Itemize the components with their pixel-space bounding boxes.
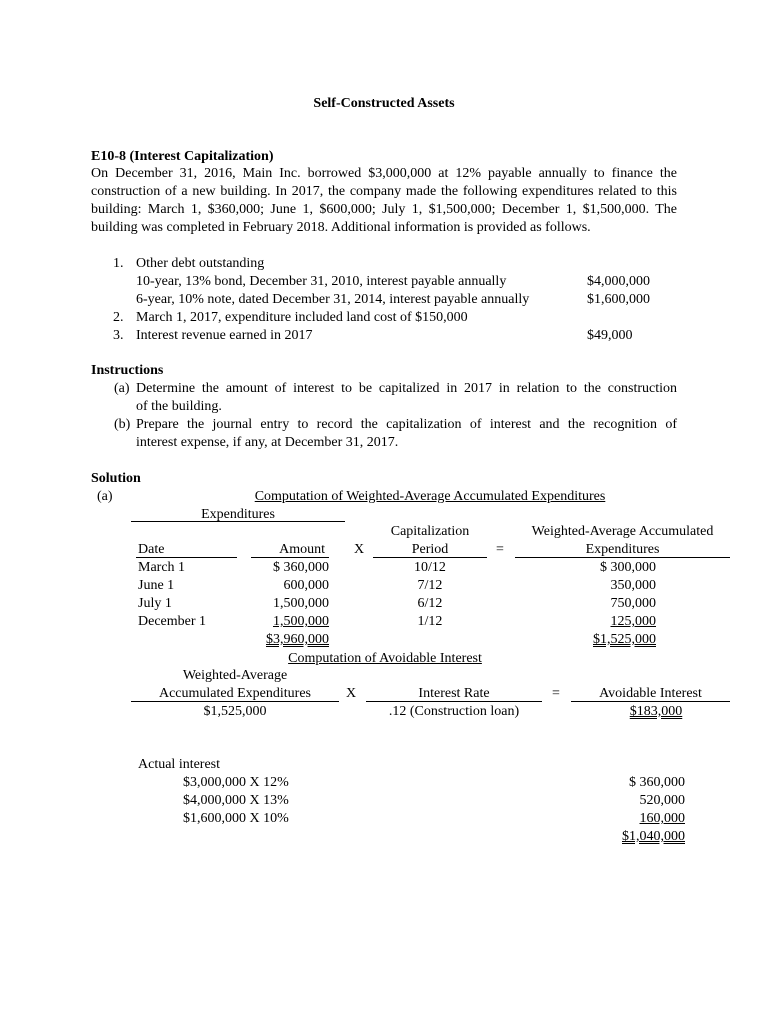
row-amount: 600,000 xyxy=(283,578,329,593)
actual-heading: Actual interest xyxy=(138,757,221,772)
debt-amount: $1,600,000 xyxy=(587,292,650,307)
cap-period-header: Capitalization xyxy=(390,524,470,539)
amount-header: Amount xyxy=(279,542,325,557)
wa-header: Weighted-Average Accumulated xyxy=(531,524,714,539)
expenditures-rule xyxy=(131,521,345,522)
avoidable-title: Computation of Avoidable Interest xyxy=(288,651,482,666)
row-period: 1/12 xyxy=(417,614,443,629)
avoidable-rule-1 xyxy=(131,701,339,702)
period-rule xyxy=(373,557,487,558)
row-period: 10/12 xyxy=(414,560,446,575)
row-period: 7/12 xyxy=(417,578,443,593)
item-text: Interest revenue earned in 2017 xyxy=(136,328,313,343)
actual-calc: $4,000,000 X 13% xyxy=(183,793,289,808)
item-number: 3. xyxy=(113,328,124,343)
multiply-sign: X xyxy=(346,686,357,701)
actual-calc: $3,000,000 X 12% xyxy=(183,775,289,790)
actual-amount: $ 360,000 xyxy=(629,775,685,790)
exercise-heading: E10-8 (Interest Capitalization) xyxy=(91,149,274,164)
row-amount: 1,500,000 xyxy=(273,614,329,629)
avoidable-interest-header: Avoidable Interest xyxy=(599,686,702,701)
actual-calc: $1,600,000 X 10% xyxy=(183,811,289,826)
avoidable-rule-3 xyxy=(571,701,730,702)
exercise-paragraph: On December 31, 2016, Main Inc. borrowed $3,000,000 at 12% payable annually to finance the construction of a new building. In 2017, the company made the following expenditures related to this building: March 1, $360,000; June 1, $600,000; July 1, $1,500,000; December 1, $1,500,000. The building was completed in February 2018. Additional information is provided as follows. xyxy=(91,166,677,235)
instruction-label: (a) xyxy=(114,381,130,396)
row-amount: 1,500,000 xyxy=(273,596,329,611)
wa-table-title: Computation of Weighted-Average Accumulated Expenditures xyxy=(254,489,606,504)
interest-rate-header: Interest Rate xyxy=(418,686,490,701)
row-amount: $ 360,000 xyxy=(273,560,329,575)
row-wa: $ 300,000 xyxy=(600,560,656,575)
solution-part-label: (a) xyxy=(97,489,113,504)
debt-text: 10-year, 13% bond, December 31, 2010, interest payable annually xyxy=(136,274,507,289)
row-wa: 125,000 xyxy=(610,614,656,629)
amount-rule xyxy=(251,557,329,558)
instruction-text-cont: interest expense, if any, at December 31, 2017. xyxy=(136,435,399,450)
avoidable-h1-line2: Accumulated Expenditures xyxy=(158,686,311,701)
item-number: 1. xyxy=(113,256,124,271)
total-wa: $1,525,000 xyxy=(593,632,656,647)
row-wa: 750,000 xyxy=(610,596,656,611)
row-date: July 1 xyxy=(138,596,172,611)
wa-header-2: Expenditures xyxy=(585,542,660,557)
row-date: December 1 xyxy=(138,614,207,629)
row-date: June 1 xyxy=(138,578,175,593)
instructions-heading: Instructions xyxy=(91,363,164,378)
actual-total: $1,040,000 xyxy=(622,829,685,844)
avoidable-v1: $1,525,000 xyxy=(203,704,267,719)
row-date: March 1 xyxy=(138,560,186,575)
date-header: Date xyxy=(138,542,165,557)
date-rule xyxy=(136,557,237,558)
item-amount: $49,000 xyxy=(587,328,633,343)
item-text: March 1, 2017, expenditure included land cost of $150,000 xyxy=(136,310,468,325)
avoidable-rule-2 xyxy=(366,701,542,702)
avoidable-h1-line1: Weighted-Average xyxy=(182,668,288,683)
instruction-label: (b) xyxy=(114,417,131,432)
debt-text: 6-year, 10% note, dated December 31, 2014, interest payable annually xyxy=(136,292,530,307)
total-amount: $3,960,000 xyxy=(266,632,329,647)
multiply-sign: X xyxy=(354,542,365,557)
solution-heading: Solution xyxy=(91,471,141,486)
row-period: 6/12 xyxy=(417,596,443,611)
equals-sign: = xyxy=(552,686,560,701)
page-title: Self-Constructed Assets xyxy=(313,96,455,111)
instruction-text: Prepare the journal entry to record the capitalization of interest and the recognition of xyxy=(136,417,677,432)
item-number: 2. xyxy=(113,310,124,325)
instruction-text: Determine the amount of interest to be capitalized in 2017 in relation to the construction xyxy=(136,381,677,396)
equals-sign: = xyxy=(496,542,504,557)
row-wa: 350,000 xyxy=(610,578,656,593)
wa-rule xyxy=(515,557,730,558)
expenditures-label: Expenditures xyxy=(201,507,275,522)
avoidable-v3: $183,000 xyxy=(629,704,683,719)
actual-amount: 520,000 xyxy=(639,793,685,808)
avoidable-v2: .12 (Construction loan) xyxy=(388,704,520,719)
actual-amount: 160,000 xyxy=(639,811,685,826)
item-text: Other debt outstanding xyxy=(136,256,265,271)
instruction-text-cont: of the building. xyxy=(136,399,222,414)
debt-amount: $4,000,000 xyxy=(587,274,650,289)
cap-period-header-2: Period xyxy=(411,542,449,557)
